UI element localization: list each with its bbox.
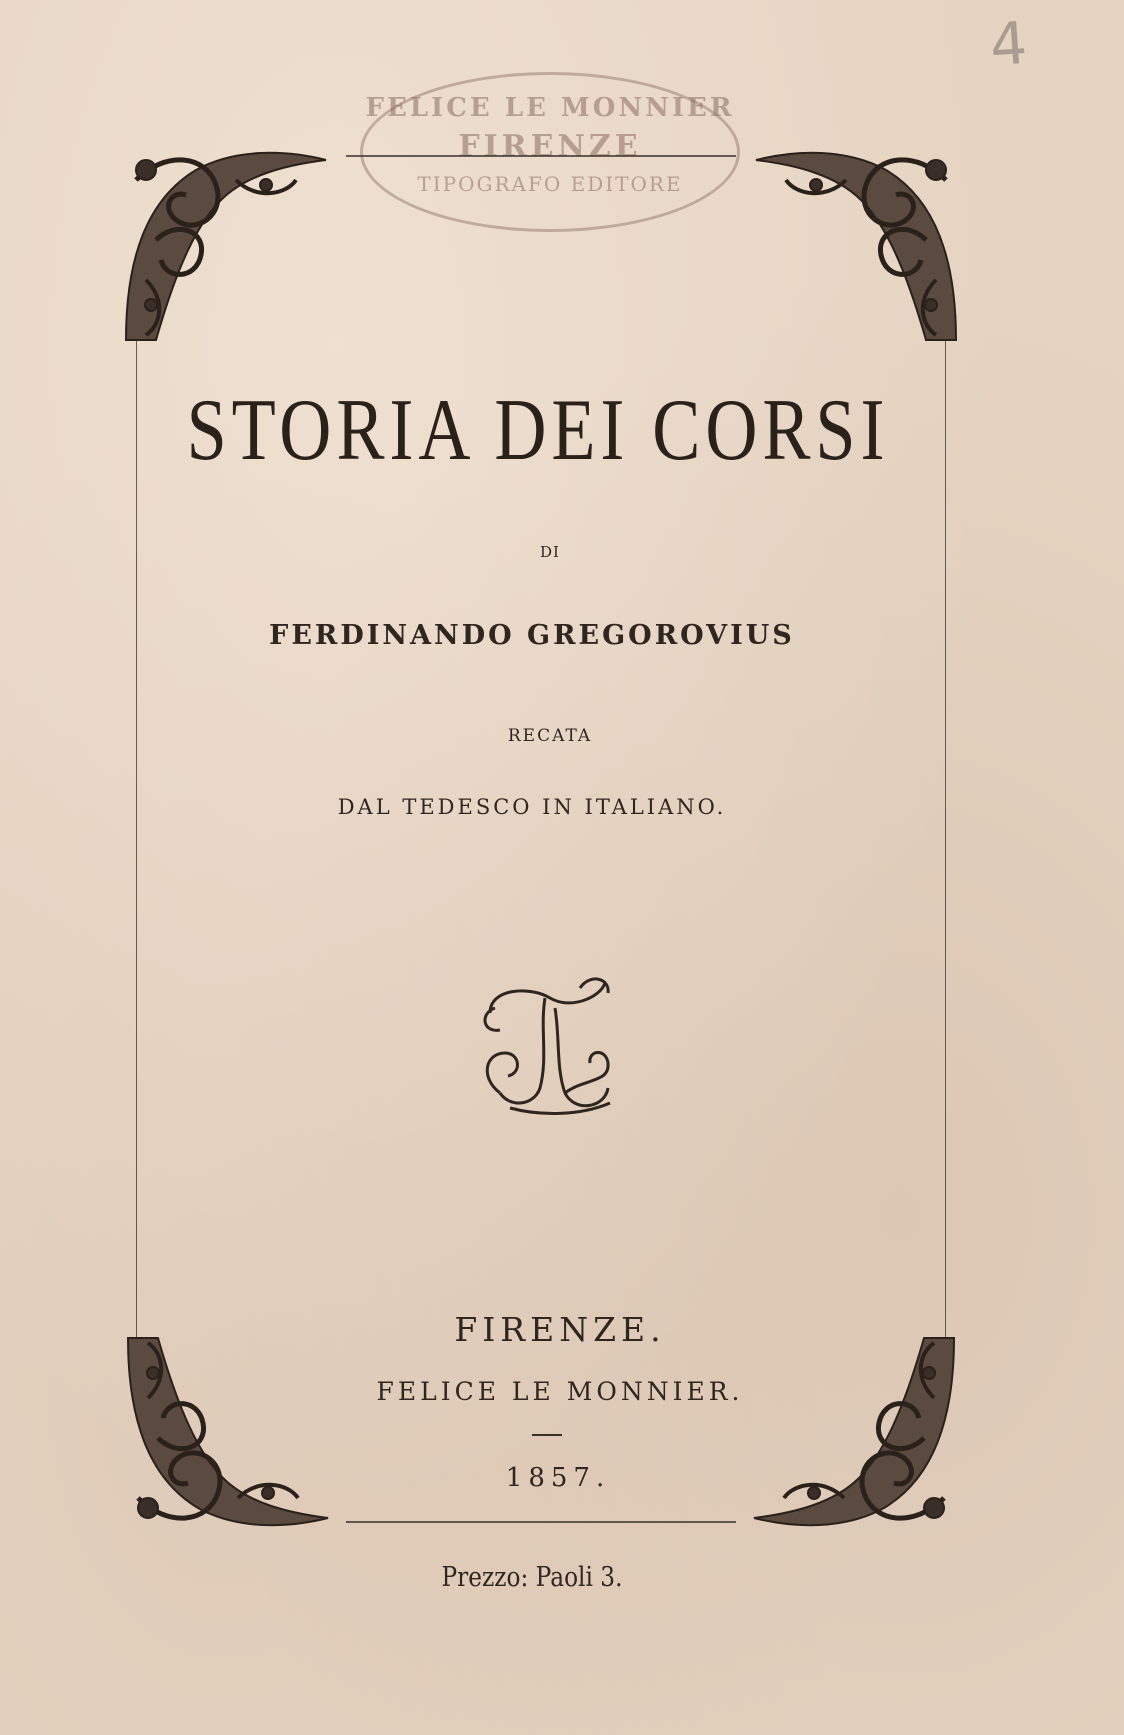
translation-note: DAL TEDESCO IN ITALIANO.	[337, 795, 727, 819]
stamp-line-3: TIPOGRAFO EDITORE	[417, 172, 683, 196]
stamp-line-1: FELICE LE MONNIER	[365, 93, 735, 123]
publication-city: FIRENZE.	[454, 1310, 666, 1349]
price-line: Prezzo: Paoli 3.	[441, 1562, 623, 1593]
monogram-icon	[470, 968, 620, 1118]
publication-year: 1857.	[505, 1463, 611, 1493]
stamp-line-2: FIRENZE	[458, 129, 642, 164]
pencil-mark: 4	[987, 8, 1030, 80]
divider	[532, 1434, 562, 1436]
author-name: FERDINANDO GREGOROVIUS	[269, 620, 795, 651]
publisher-name: FELICE LE MONNIER.	[376, 1377, 744, 1406]
by-line: DI	[540, 543, 560, 561]
corner-ornament-icon	[118, 1318, 338, 1538]
corner-ornament-icon	[116, 140, 336, 360]
book-title: STORIA DEI CORSI	[186, 382, 890, 479]
corner-ornament-icon	[744, 1318, 964, 1538]
recata-line: RECATA	[507, 726, 593, 746]
corner-ornament-icon	[746, 140, 966, 360]
